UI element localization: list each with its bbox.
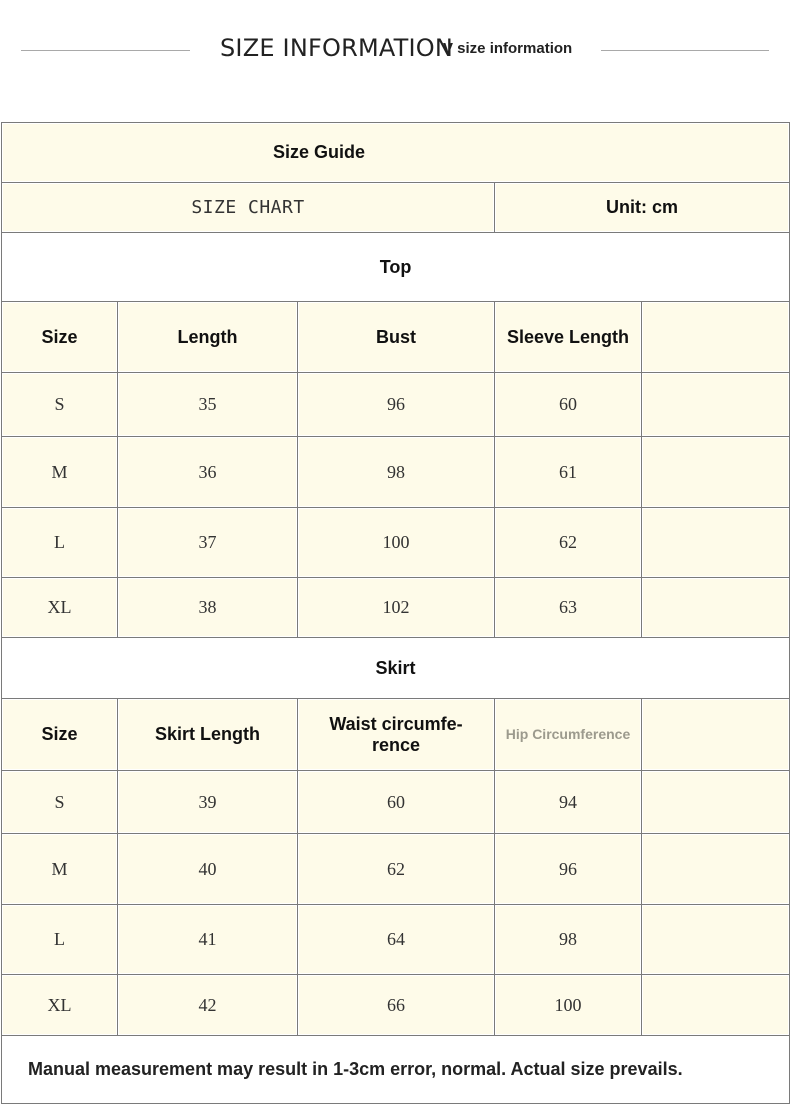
size-guide-title: Size Guide (2, 123, 790, 183)
measurement-note: Manual measurement may result in 1-3cm error, normal. Actual size prevails. (2, 1036, 790, 1104)
table-cell (642, 771, 790, 834)
header-divider-right (601, 50, 769, 51)
table-cell: 39 (118, 771, 298, 834)
column-header-empty (642, 302, 790, 373)
table-cell: 66 (298, 975, 495, 1036)
table-row (2, 437, 790, 508)
table-row (2, 508, 790, 578)
column-header: Sleeve Length (495, 302, 642, 373)
table-row (2, 834, 790, 905)
table-cell: M (2, 437, 118, 508)
table-cell: 42 (118, 975, 298, 1036)
column-header: Hip Circumference (495, 699, 642, 771)
table-cell: 60 (495, 373, 642, 437)
table-cell: M (2, 834, 118, 905)
table-cell: 64 (298, 905, 495, 975)
table-row (2, 578, 790, 638)
table-cell: L (2, 905, 118, 975)
table-cell (642, 975, 790, 1036)
table-cell: 36 (118, 437, 298, 508)
table-cell: 96 (298, 373, 495, 437)
table-cell: 37 (118, 508, 298, 578)
section-title-skirt: Skirt (2, 638, 790, 699)
table-cell: S (2, 771, 118, 834)
table-cell (642, 905, 790, 975)
table-cell: 40 (118, 834, 298, 905)
column-header: Length (118, 302, 298, 373)
column-header: Bust (298, 302, 495, 373)
column-header: Skirt Length (118, 699, 298, 771)
column-header-empty (642, 699, 790, 771)
table-cell: 62 (495, 508, 642, 578)
table-row (2, 905, 790, 975)
table-cell: 100 (298, 508, 495, 578)
table-cell (642, 373, 790, 437)
size-table (1, 122, 790, 1104)
table-cell (642, 578, 790, 638)
column-header: Waist circumfe- rence (298, 699, 495, 771)
table-cell (642, 508, 790, 578)
column-header: Size (2, 699, 118, 771)
table-cell: 102 (298, 578, 495, 638)
table-cell: 100 (495, 975, 642, 1036)
table-cell: XL (2, 975, 118, 1036)
table-cell: 63 (495, 578, 642, 638)
table-row (2, 373, 790, 437)
table-row (2, 771, 790, 834)
table-cell: 61 (495, 437, 642, 508)
table-cell: 38 (118, 578, 298, 638)
table-cell: 41 (118, 905, 298, 975)
table-cell: 94 (495, 771, 642, 834)
page-subtitle: V size information (443, 40, 573, 57)
table-cell: XL (2, 578, 118, 638)
size-chart-label: SIZE CHART (2, 183, 495, 233)
table-row (2, 975, 790, 1036)
table-cell: 98 (298, 437, 495, 508)
table-cell: 35 (118, 373, 298, 437)
header-divider-left (21, 50, 190, 51)
table-cell: 62 (298, 834, 495, 905)
table-cell: 98 (495, 905, 642, 975)
column-header: Size (2, 302, 118, 373)
table-cell: L (2, 508, 118, 578)
table-cell: 96 (495, 834, 642, 905)
page-title: SIZE INFORMATION (220, 34, 453, 62)
table-cell (642, 834, 790, 905)
section-title-top: Top (2, 233, 790, 302)
table-cell: S (2, 373, 118, 437)
table-cell: 60 (298, 771, 495, 834)
unit-label: Unit: cm (495, 183, 790, 233)
table-cell (642, 437, 790, 508)
